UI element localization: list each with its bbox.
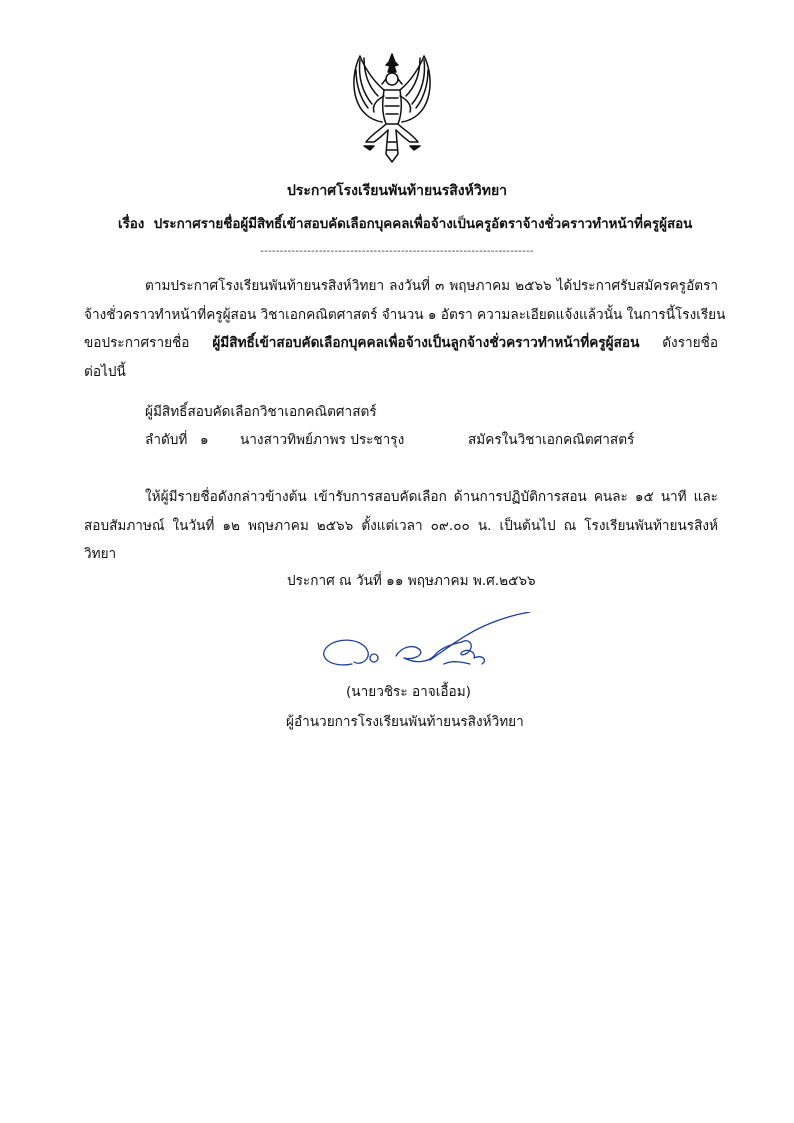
subject-text: ประกาศรายชื่อผู้มีสิทธิ์เข้าสอบคัดเลือกบุคคลเพื่อจ้างเป็นครูอัตราจ้างชั่วคราวทำหน้าที่ครูผู้สอน [153,217,693,232]
paragraph-line: ต่อไปนี้ [84,363,126,380]
signature-image [312,612,537,674]
order-number: ๑ [200,432,209,448]
paragraph-line [84,329,718,358]
paragraph-line: จ้างชั่วคราวทำหน้าที่ครูผู้สอน วิชาเอกคณิตศาสตร์ จำนวน ๑ อัตรา ความละเอียดแจ้งแล้วนั้น ในการนี้โรงเรียน [84,306,726,323]
order-label: ลำดับที่ [145,432,188,448]
signer-name: (นายวชิระ อาจเอื้อม) [346,684,471,700]
subject-label: เรื่อง [118,217,145,232]
applied-subject: สมัครในวิชาเอกคณิตศาสตร์ [468,432,635,448]
paragraph-line: ให้ผู้มีรายชื่อดังกล่าวข้างต้น เข้ารับการสอบคัดเลือก ด้านการปฏิบัติการสอน คนละ ๑๕ นาที และ [145,489,718,505]
paragraph-line: วิทยา [84,546,117,562]
subject-line [118,213,692,234]
candidate-name: นางสาวทิพย์ภาพร ประชารุง [240,432,405,448]
signer-position: ผู้อำนวยการโรงเรียนพันท้ายนรสิงห์วิทยา [286,714,524,730]
paragraph-emphasis: ผู้มีสิทธิ์เข้าสอบคัดเลือกบุคคลเพื่อจ้างเป็นลูกจ้างชั่วคราวทำหน้าที่ครูผู้สอน [212,335,640,351]
paragraph-exam-schedule [84,483,718,569]
paragraph-text: ดังรายชื่อ [662,335,718,351]
garuda-emblem-icon [346,50,438,168]
paragraph-text: ขอประกาศรายชื่อ [84,335,190,351]
paragraph-line: ตามประกาศโรงเรียนพันท้ายนรสิงห์วิทยา ลงวันที่ ๓ พฤษภาคม ๒๕๖๖ ได้ประกาศรับสมัครครูอัตรา [145,278,718,294]
announcement-date: ประกาศ ณ วันที่ ๑๑ พฤษภาคม พ.ศ.๒๕๖๖ [287,573,536,589]
paragraph-line: สอบสัมภาษณ์ ในวันที่ ๑๒ พฤษภาคม ๒๕๖๖ ตั้งแต่เวลา ๐๙.๐๐ น. เป็นต้นไป ณ โรงเรียนพันท้ายนรสิงห์ [84,517,718,534]
announcement-title: ประกาศโรงเรียนพันท้ายนรสิงห์วิทยา [286,183,508,199]
list-heading: ผู้มีสิทธิ์สอบคัดเลือกวิชาเอกคณิตศาสตร์ [145,404,377,420]
paragraph-announcement [84,272,726,386]
divider-line: ---------------------------------------------------------------------- [260,246,534,257]
